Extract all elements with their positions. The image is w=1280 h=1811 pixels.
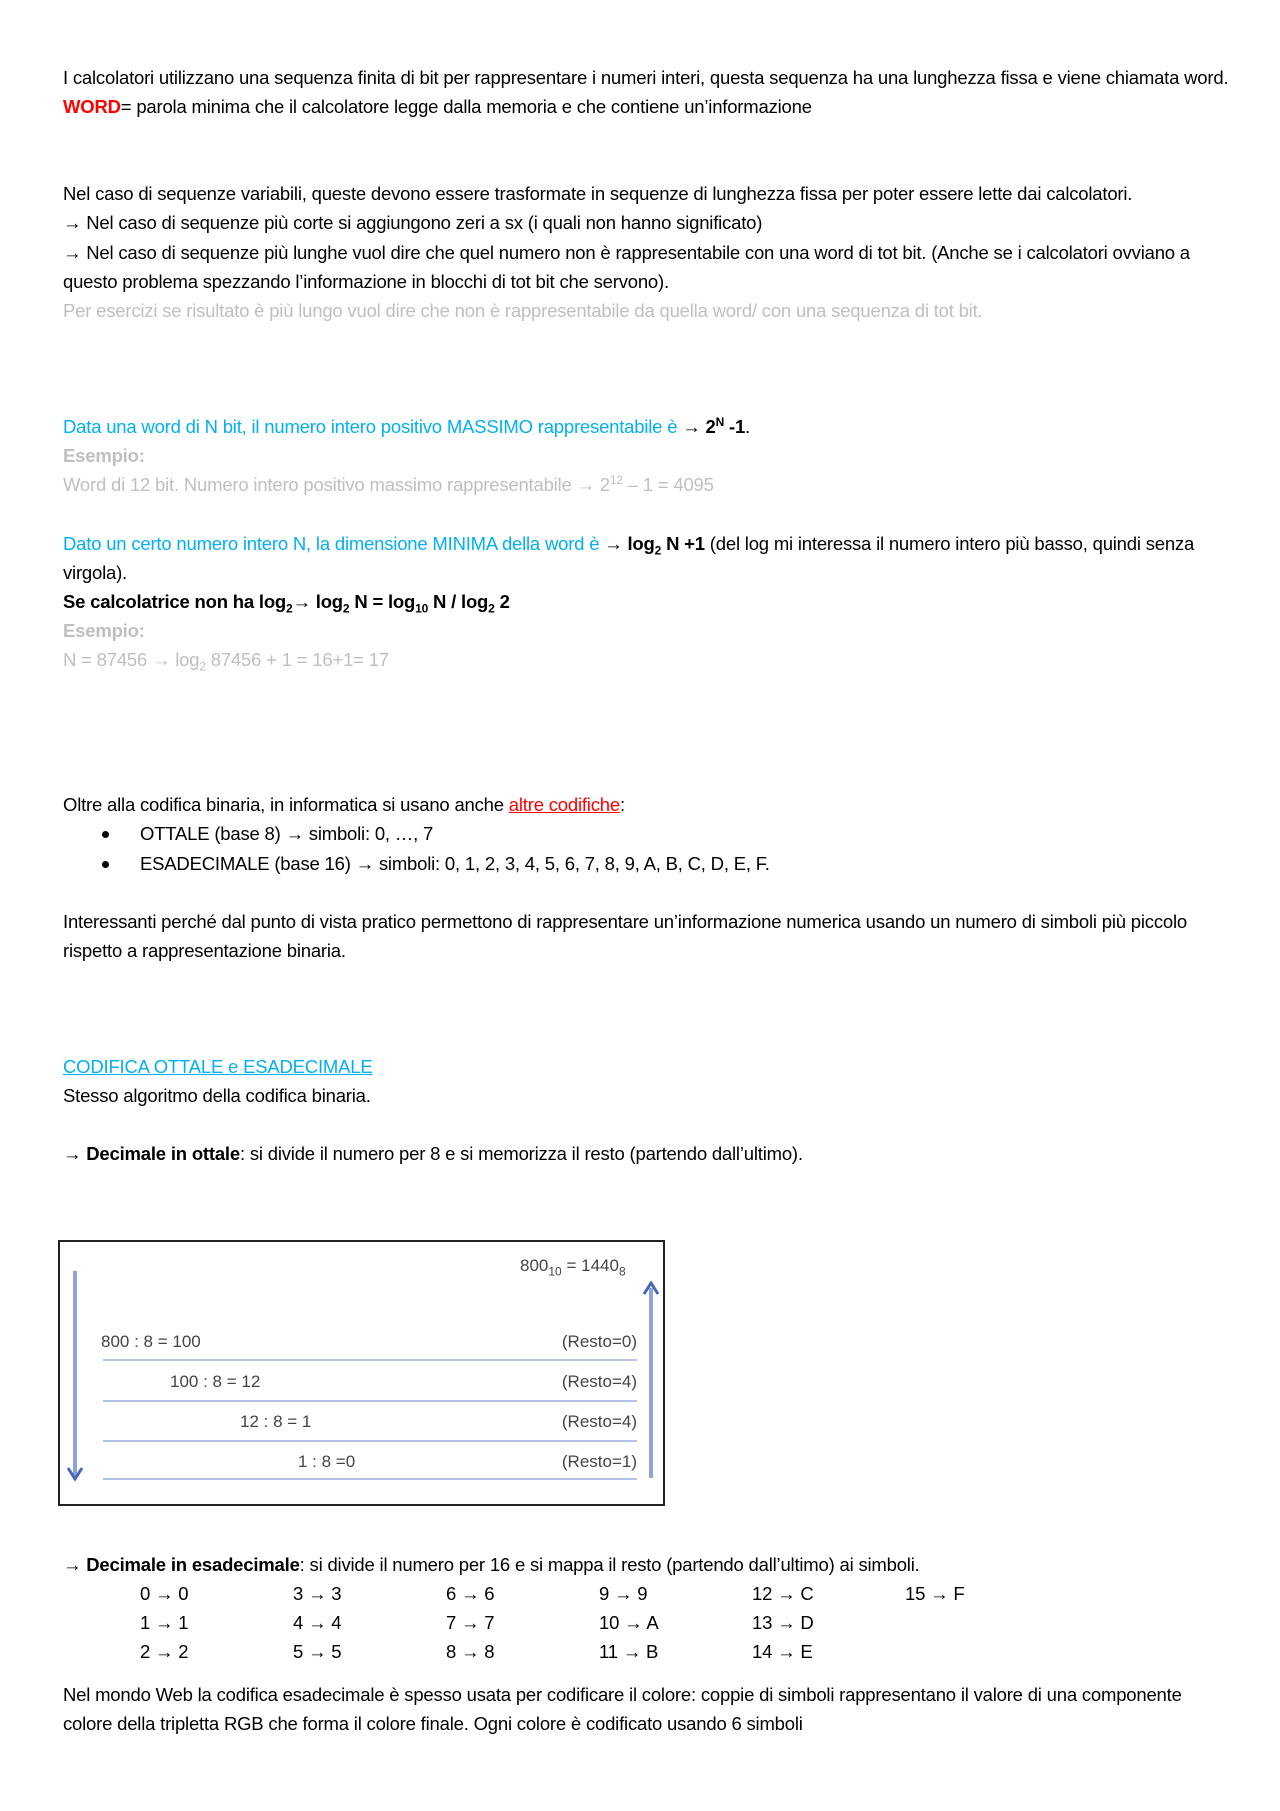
- division-op: 800 : 8 = 100: [101, 1332, 201, 1351]
- example-label: Esempio:: [63, 445, 145, 467]
- divider: [103, 1478, 637, 1480]
- arrow-icon: →: [604, 532, 628, 554]
- calc-c: N = log: [349, 590, 416, 612]
- hex-map-cell: 15 → F: [905, 1583, 965, 1605]
- hex-map-cell: 8 → 8: [446, 1641, 495, 1663]
- example-label: Esempio:: [63, 619, 145, 641]
- hex-map-cell: 3 → 3: [293, 1583, 342, 1605]
- arrow-icon: →: [63, 1554, 87, 1575]
- division-rest: (Resto=0): [561, 1332, 637, 1351]
- hex-map-cell: 13 → D: [752, 1612, 814, 1634]
- colon: :: [619, 794, 625, 816]
- variable-paragraph: Nel caso di sequenze variabili, queste devono essere trasformate in sequenze di lunghezza fissa per poter essere lette dai calcolatori.: [63, 183, 1133, 205]
- min-example-b: 87456 + 1 = 16+1= 17: [205, 648, 389, 670]
- calc-e: 2: [494, 590, 510, 612]
- min-example: [63, 645, 1233, 674]
- hex-label: Decimale in esadecimale: [86, 1554, 300, 1575]
- hex-map-cell: 6 → 6: [446, 1583, 495, 1605]
- octal-conversion-diagram: [58, 1240, 665, 1506]
- intro-paragraph: I calcolatori utilizzano una sequenza finita di bit per rappresentare i numeri interi, questa sequenza ha una lunghezza fissa e viene chiamata word.: [63, 67, 1229, 88]
- arrow-icon: →: [63, 1143, 87, 1165]
- codifiche-intro-text: Oltre alla codifica binaria, in informatica si usano anche: [63, 794, 509, 816]
- formula-exp: N: [715, 414, 725, 429]
- oct-label: Decimale in ottale: [86, 1143, 240, 1165]
- section-sub: Stesso algoritmo della codifica binaria.: [63, 1085, 371, 1107]
- variable-short: → Nel caso di sequenze più corte si aggiungono zeri a sx (i quali non hanno significato): [63, 212, 763, 234]
- document-body-top: [63, 63, 1233, 1169]
- calc-d: N / log: [428, 590, 489, 612]
- period: .: [745, 416, 751, 438]
- variable-long: → Nel caso di sequenze più lunghe vuol dire che quel numero non è rappresentabile con una word di tot bit. (Anche se i calcolatori ovviano a questo problema spezzando l’informazione in blocchi di tot bit che servono).: [63, 241, 1190, 292]
- min-formula-tail: N +1: [661, 532, 705, 554]
- min-formula-sub: 2: [654, 543, 662, 558]
- max-rule-text: Data una word di N bit, il numero intero positivo MASSIMO rappresentabile è: [63, 416, 683, 438]
- hex-mapping-table: [63, 1579, 1233, 1666]
- calc-a-sub: 2: [286, 601, 293, 616]
- document-body-bottom: [63, 1550, 1233, 1739]
- list-item: [63, 849, 1233, 878]
- hex-map-cell: 1 → 1: [140, 1612, 189, 1634]
- codifiche-list: [63, 819, 1233, 877]
- division-rest: (Resto=4): [561, 1372, 637, 1391]
- calc-d-sub: 2: [488, 601, 495, 616]
- calc-a: Se calcolatrice non ha log: [63, 590, 287, 612]
- result-b: = 1440: [561, 1256, 619, 1275]
- hex-map-cell: [905, 1608, 1058, 1637]
- min-rule: [63, 529, 1233, 587]
- word-def-text: = parola minima che il calcolatore legge dalla memoria e che contiene un’informazione: [120, 96, 812, 118]
- arrow-icon: →: [682, 416, 706, 438]
- hex-map-cell: 5 → 5: [293, 1641, 342, 1663]
- list-item-text: OTTALE (base 8) → simboli: 0, …, 7: [140, 823, 434, 845]
- hex-map-cell: 7 → 7: [446, 1612, 495, 1634]
- calc-c-sub: 10: [415, 601, 429, 616]
- result-b-sub: 8: [618, 1264, 626, 1279]
- formula-tail: -1: [724, 416, 746, 438]
- hex-map-cell: 9 → 9: [599, 1583, 648, 1605]
- hex-text: : si divide il numero per 16 e si mappa il resto (partendo dall’ultimo) ai simboli.: [299, 1554, 920, 1575]
- divider: [103, 1400, 637, 1402]
- altre-codifiche-link[interactable]: altre codifiche: [508, 794, 620, 816]
- divider: [103, 1440, 637, 1442]
- interest-paragraph: Interessanti perché dal punto di vista pratico permettono di rappresentare un’informazione numerica usando un numero di simboli più piccolo rispetto a rappresentazione binaria.: [63, 910, 1187, 961]
- oct-rule: [63, 1139, 1233, 1168]
- calc-b: → log: [292, 590, 343, 612]
- hex-map-cell: [905, 1637, 1058, 1666]
- hex-map-cell: 0 → 0: [140, 1583, 189, 1605]
- min-example-sub: 2: [199, 659, 206, 674]
- min-rule-text: Dato un certo numero intero N, la dimensione MINIMA della word è: [63, 532, 605, 554]
- max-example-text: Word di 12 bit. Numero intero positivo massimo rappresentabile → 2: [63, 474, 610, 496]
- divider: [103, 1359, 637, 1361]
- calc-rule: [63, 587, 1233, 616]
- hex-map-cell: 14 → E: [752, 1641, 813, 1663]
- variable-note: Per esercizi se risultato è più lungo vuol dire che non è rappresentabile da quella word/ con una sequenza di tot bit.: [63, 299, 983, 321]
- max-example: [63, 470, 1233, 499]
- max-example-tail: – 1 = 4095: [622, 474, 714, 496]
- hex-map-cell: 10 → A: [599, 1612, 659, 1634]
- hex-rule: [63, 1550, 1233, 1579]
- hex-map-cell: 12 → C: [752, 1583, 814, 1605]
- down-arrow-shaft: [73, 1271, 77, 1476]
- bullet-icon: [102, 861, 109, 868]
- hex-map-cell: 11 → B: [599, 1641, 659, 1663]
- down-arrow-icon: [65, 1464, 85, 1484]
- codifiche-intro: [63, 790, 1233, 819]
- word-definition: [63, 92, 1233, 121]
- result-a: 800: [520, 1256, 549, 1275]
- hex-map-cell: 4 → 4: [293, 1612, 342, 1634]
- list-item: [63, 819, 1233, 848]
- min-rule-rest: (del log mi interessa il numero intero più basso, quindi senza virgola).: [63, 532, 1195, 583]
- division-rest: (Resto=4): [561, 1412, 637, 1431]
- oct-text: : si divide il numero per 8 e si memorizza il resto (partendo dall’ultimo).: [239, 1143, 803, 1165]
- section-heading-link[interactable]: CODIFICA OTTALE e ESADECIMALE: [63, 1056, 373, 1078]
- word-label: WORD: [63, 96, 121, 118]
- hex-map-cell: 2 → 2: [140, 1641, 189, 1663]
- calc-b-sub: 2: [342, 601, 350, 616]
- web-paragraph: Nel mondo Web la codifica esadecimale è spesso usata per codificare il colore: coppie di simboli rappresentano il valore di una componente colore della tripletta RGB che forma il colore finale. Ogni colore è codificato usando 6 simboli: [63, 1684, 1182, 1735]
- division-op: 100 : 8 = 12: [170, 1372, 261, 1391]
- division-op: 1 : 8 =0: [298, 1452, 356, 1471]
- min-example-a: N = 87456 → log: [63, 648, 200, 670]
- max-example-exp: 12: [609, 473, 623, 488]
- diagram-result: [520, 1256, 626, 1279]
- up-arrow-icon: [641, 1278, 661, 1298]
- formula: 2: [705, 416, 716, 438]
- max-rule: [63, 412, 1233, 441]
- division-op: 12 : 8 = 1: [240, 1412, 312, 1431]
- up-arrow-shaft: [649, 1288, 653, 1478]
- bullet-icon: [102, 831, 109, 838]
- division-rest: (Resto=1): [561, 1452, 637, 1471]
- list-item-text: ESADECIMALE (base 16) → simboli: 0, 1, 2, 3, 4, 5, 6, 7, 8, 9, A, B, C, D, E, F.: [140, 852, 770, 874]
- min-formula: log: [627, 532, 655, 554]
- result-a-sub: 10: [548, 1264, 562, 1279]
